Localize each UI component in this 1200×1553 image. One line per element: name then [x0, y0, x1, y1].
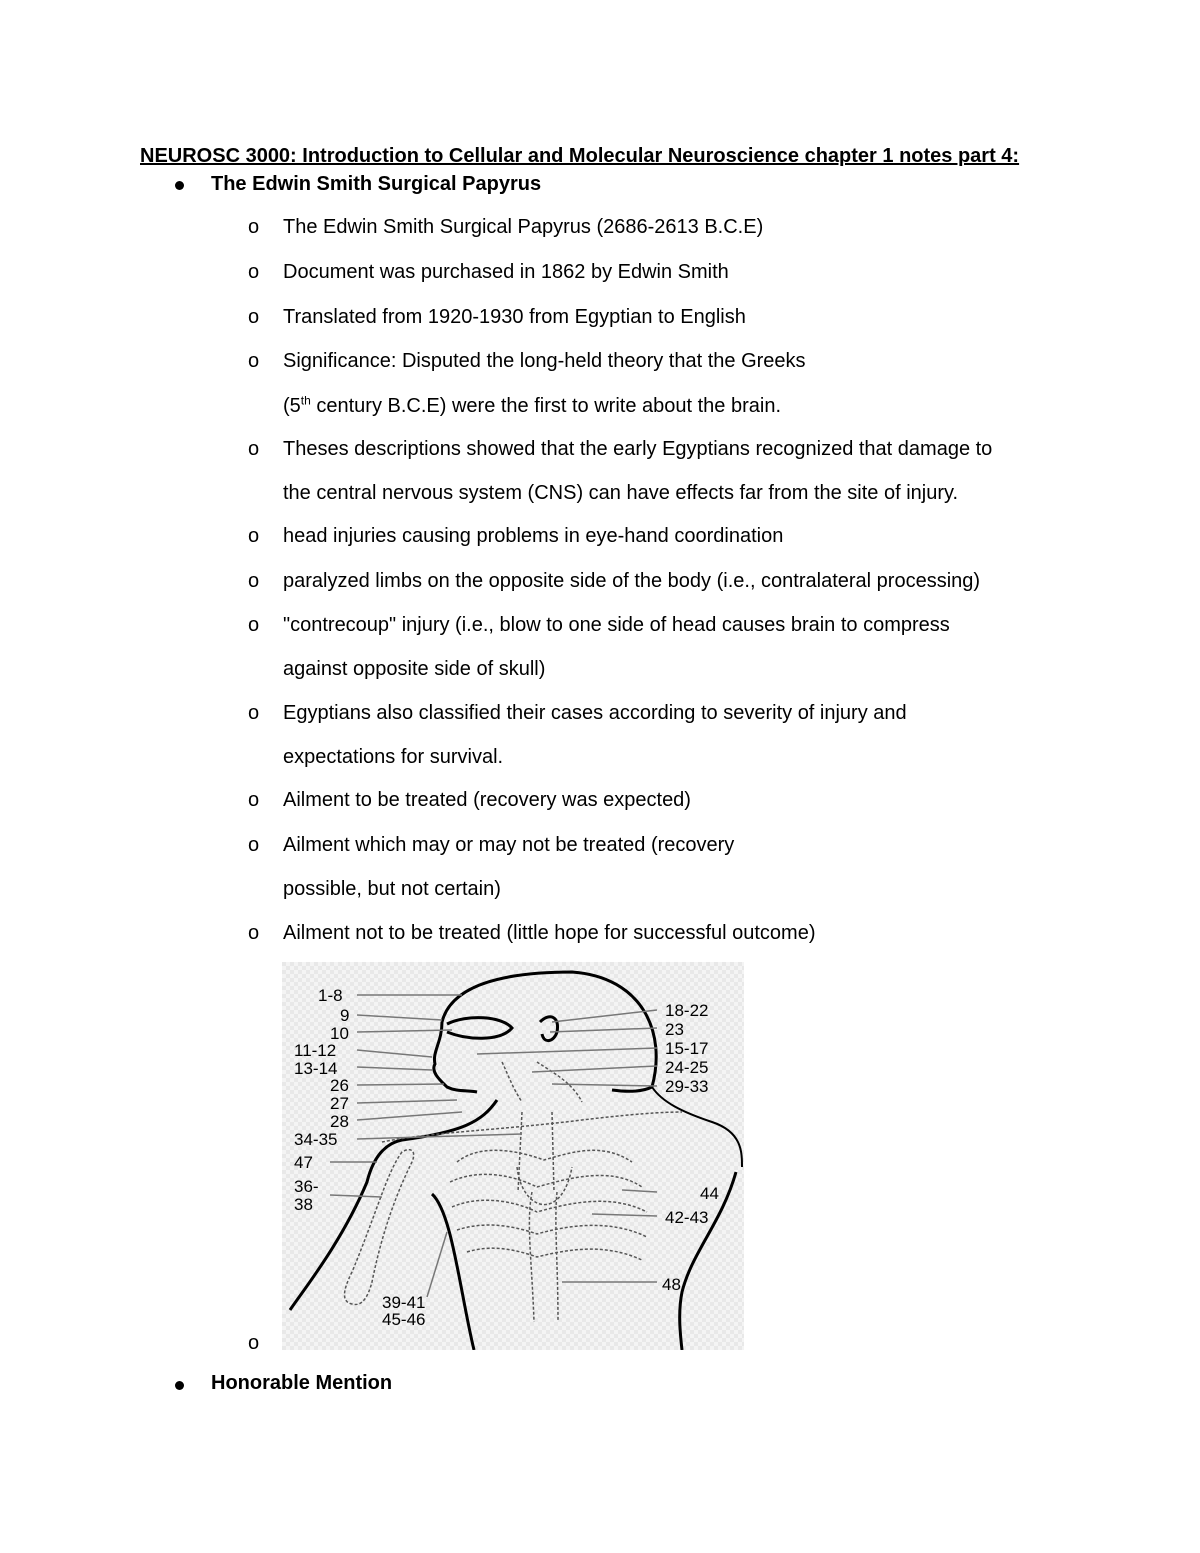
list-item: Ailment to be treated (recovery was expected) — [283, 789, 691, 811]
diagram-label: 39-41 — [382, 1293, 426, 1312]
list-item: "contrecoup" injury (i.e., blow to one side of head causes brain to compress — [283, 614, 950, 636]
list-item: head injuries causing problems in eye-hand coordination — [283, 525, 784, 547]
diagram-label: 26 — [330, 1076, 349, 1095]
bullet-heading: The Edwin Smith Surgical Papyrus — [211, 173, 542, 195]
sub-marker: o — [248, 570, 260, 592]
diagram-label: 24-25 — [665, 1058, 709, 1077]
diagram-label: 15-17 — [665, 1039, 709, 1058]
diagram-label: 9 — [340, 1006, 350, 1025]
list-item-continuation: the central nervous system (CNS) can have effects far from the site of injury. — [283, 482, 959, 504]
sub-marker: o — [248, 1332, 260, 1354]
bullet-heading: Honorable Mention — [211, 1372, 393, 1394]
sub-marker: o — [248, 525, 260, 547]
bullet-dot — [175, 181, 184, 190]
list-item: Egyptians also classified their cases according to severity of injury and — [283, 702, 907, 724]
diagram-label: 48 — [662, 1275, 681, 1294]
list-item: Ailment which may or may not be treated (recovery — [283, 834, 735, 856]
list-item: Significance: Disputed the long-held theory that the Greeks — [283, 350, 806, 372]
diagram-label: 28 — [330, 1112, 349, 1131]
sub-marker: o — [248, 350, 260, 372]
list-item-continuation — [283, 395, 781, 418]
sub-marker: o — [248, 216, 260, 238]
diagram-label: 1-8 — [318, 986, 343, 1005]
diagram-label: 27 — [330, 1094, 349, 1113]
text-post: century B.C.E) were the first to write about the brain. — [310, 395, 782, 417]
leader-line — [357, 1084, 444, 1085]
superscript: th — [300, 393, 311, 408]
list-item-continuation: expectations for survival. — [283, 746, 504, 768]
sub-marker: o — [248, 261, 260, 283]
sub-marker: o — [248, 614, 260, 636]
page-title: NEUROSC 3000: Introduction to Cellular and Molecular Neuroscience chapter 1 notes part 4: — [140, 145, 1020, 167]
list-item-continuation: possible, but not certain) — [283, 878, 501, 900]
diagram-label: 44 — [700, 1184, 719, 1203]
list-item: Document was purchased in 1862 by Edwin Smith — [283, 261, 729, 283]
list-item: paralyzed limbs on the opposite side of the body (i.e., contralateral processing) — [283, 570, 981, 592]
diagram-label: 45-46 — [382, 1310, 426, 1329]
sub-marker: o — [248, 789, 260, 811]
diagram-label: 29-33 — [665, 1077, 709, 1096]
diagram-label: 23 — [665, 1020, 684, 1039]
diagram-label: 38 — [294, 1195, 313, 1214]
list-item: Translated from 1920-1930 from Egyptian to English — [283, 306, 746, 328]
diagram-label: 10 — [330, 1024, 349, 1043]
sub-marker: o — [248, 306, 260, 328]
diagram-label: 11-12 — [294, 1041, 337, 1060]
list-item-continuation: against opposite side of skull) — [283, 658, 546, 680]
diagram-label: 13-14 — [294, 1059, 338, 1078]
diagram-label: 47 — [294, 1153, 313, 1172]
sub-marker: o — [248, 922, 260, 944]
list-item: Theses descriptions showed that the early Egyptians recognized that damage to — [283, 438, 993, 460]
diagram-label: 34-35 — [294, 1130, 338, 1149]
anatomy-diagram — [282, 962, 744, 1350]
sub-marker: o — [248, 702, 260, 724]
sub-marker: o — [248, 834, 260, 856]
diagram-label: 18-22 — [665, 1001, 709, 1020]
bullet-dot — [175, 1381, 184, 1390]
list-item: The Edwin Smith Surgical Papyrus (2686-2613 B.C.E) — [283, 216, 764, 238]
list-item: Ailment not to be treated (little hope for successful outcome) — [283, 922, 816, 944]
diagram-label: 36- — [294, 1177, 319, 1196]
text-pre: (5 — [283, 395, 301, 417]
diagram-label: 42-43 — [665, 1208, 709, 1227]
sub-marker: o — [248, 438, 260, 460]
